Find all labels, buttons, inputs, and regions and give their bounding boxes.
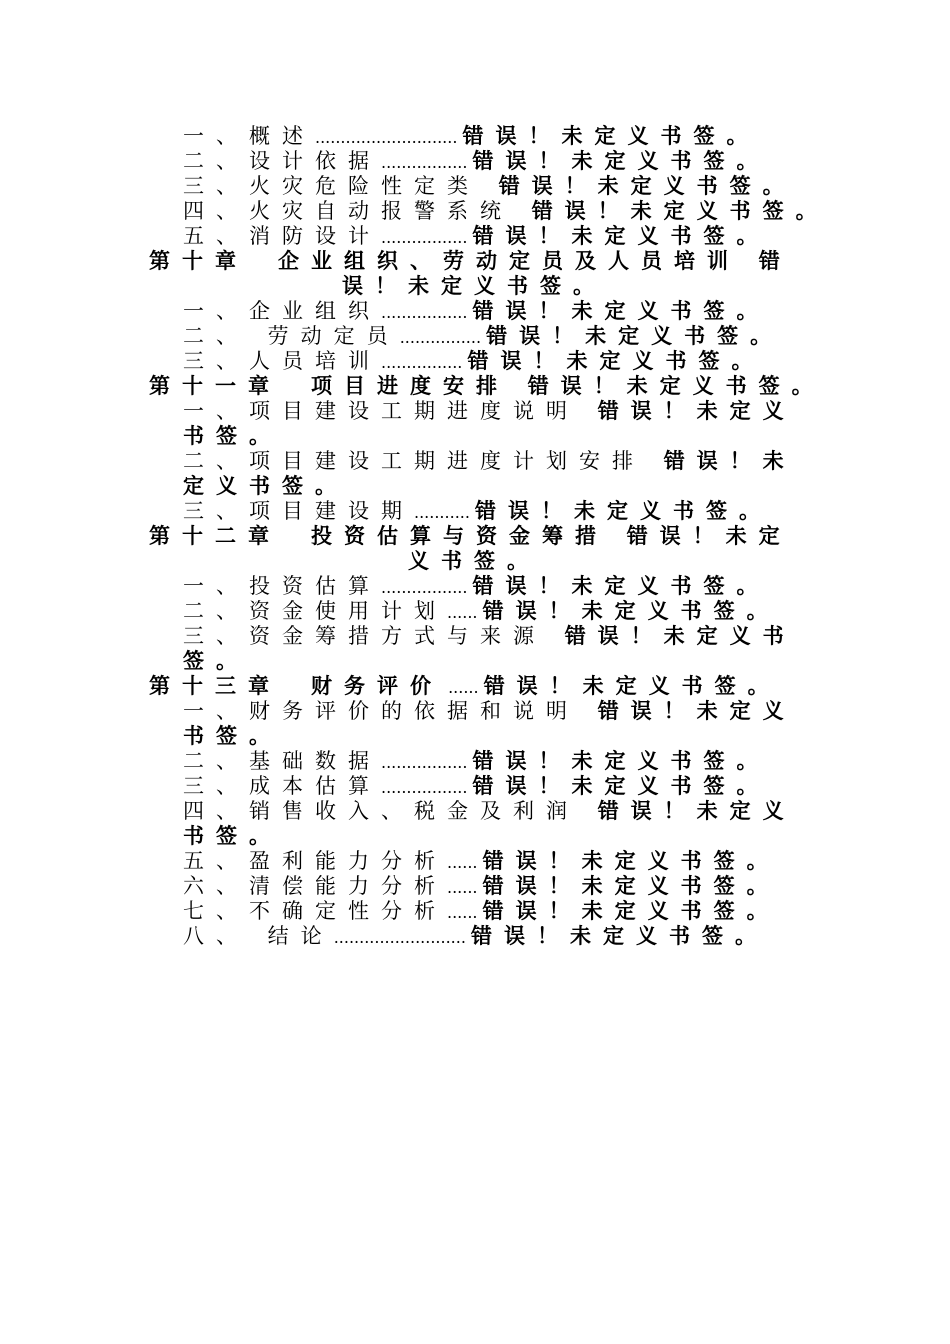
- toc-page-ref-continued: 签。: [183, 648, 249, 673]
- toc-entry-title: 七、不确定性分析: [183, 899, 447, 923]
- toc-chapter-line[interactable]: [149, 248, 792, 273]
- toc-entry-line[interactable]: [183, 773, 770, 798]
- toc-gap: [579, 699, 598, 723]
- toc-page-ref: 错: [758, 248, 792, 273]
- toc-chapter-number: 第十二章: [149, 523, 281, 548]
- toc-page-ref: 错误！未定义书签。: [472, 298, 770, 323]
- toc-leader-dots: ............................: [315, 128, 463, 147]
- toc-page-ref: 错误！未定义: [597, 398, 796, 423]
- toc-entry-line[interactable]: [183, 173, 796, 198]
- toc-leader-dots: ................: [399, 328, 487, 347]
- toc-page-ref-continued: 定义书签。: [183, 473, 348, 498]
- toc-entry-line[interactable]: [183, 423, 282, 448]
- toc-entry-title: 一、企业组织: [183, 299, 381, 323]
- toc-chapter-line[interactable]: [149, 373, 825, 398]
- toc-page-ref-continued: 书签。: [183, 423, 282, 448]
- toc-entry-line[interactable]: [183, 748, 770, 773]
- toc-page-ref: 错误！未定义书签。: [482, 848, 780, 873]
- toc-page-ref-continued: 义书签。: [408, 548, 540, 573]
- toc-page-ref: 错误！未定义书签。: [472, 773, 770, 798]
- toc-page-ref: 错误！未定义书签。: [531, 198, 829, 223]
- toc-entry-line[interactable]: [183, 223, 770, 248]
- toc-entry-title: 五、盈利能力分析: [183, 849, 447, 873]
- toc-entry-title: 二、资金使用计划: [183, 599, 447, 623]
- toc-page-ref: 错误！未定义书签。: [527, 373, 825, 398]
- toc-entry-line[interactable]: [183, 923, 768, 948]
- toc-entry-line[interactable]: [183, 573, 770, 598]
- toc-entry-title: 一、概述: [183, 124, 315, 148]
- toc-leader-dots: ......: [443, 678, 484, 697]
- toc-page-ref: 错误！未定义书签。: [472, 223, 770, 248]
- toc-chapter-number: 第十三章: [149, 673, 281, 698]
- toc-chapter-line[interactable]: [149, 673, 781, 698]
- toc-leader-dots: ..........................: [333, 928, 472, 947]
- toc-gap: [608, 524, 627, 548]
- toc-entry-line[interactable]: [408, 548, 540, 573]
- toc-leader-dots: .................: [381, 753, 473, 772]
- toc-entry-line[interactable]: [183, 898, 780, 923]
- toc-page-ref: 错误！未定义书签。: [462, 123, 760, 148]
- toc-entry-title: 三、资金筹措方式与来源: [183, 624, 546, 648]
- toc-leader-dots: .................: [381, 153, 473, 172]
- toc-leader-dots: ......: [447, 903, 483, 922]
- toc-entry-title: 五、消防设计: [183, 224, 381, 248]
- toc-entry-title: 三、项目建设期: [183, 499, 414, 523]
- toc-entry-line[interactable]: [183, 648, 249, 673]
- toc-gap: [509, 374, 528, 398]
- toc-entry-line[interactable]: [183, 848, 780, 873]
- toc-entry-line[interactable]: [183, 473, 348, 498]
- toc-chapter-title: 项目进度安排: [311, 373, 509, 398]
- toc-leader-dots: .................: [381, 303, 473, 322]
- toc-entry-title: 四、火灾自动报警系统: [183, 199, 513, 223]
- toc-entry-line[interactable]: [183, 323, 783, 348]
- toc-gap: [579, 399, 598, 423]
- toc-page-ref: 错误！未定义书签。: [482, 598, 780, 623]
- toc-leader-dots: .................: [381, 228, 473, 247]
- toc-page-ref: 错误！未定: [626, 523, 792, 548]
- toc-leader-dots: ......: [447, 878, 483, 897]
- toc-leader-dots: .................: [381, 578, 473, 597]
- toc-page-ref: 错误！未定义书签。: [482, 898, 780, 923]
- toc-page-ref: 错误！未定义书签。: [483, 673, 781, 698]
- toc-gap: [740, 249, 759, 273]
- toc-entry-title: 二、 劳动定员: [183, 324, 400, 348]
- toc-entry-line[interactable]: [183, 598, 780, 623]
- toc-entry-title: 一、投资估算: [183, 574, 381, 598]
- toc-entry-title: 二、项目建设工期进度计划安排: [183, 449, 645, 473]
- toc-entry-line[interactable]: [183, 198, 829, 223]
- toc-page-ref: 错误！未定义书签。: [472, 748, 770, 773]
- toc-page-ref: 错误！未定义书签。: [472, 573, 770, 598]
- toc-entry-title: 三、人员培训: [183, 349, 381, 373]
- toc-entry-title: 一、财务评价的依据和说明: [183, 699, 579, 723]
- toc-entry-line[interactable]: [183, 298, 770, 323]
- toc-entry-line[interactable]: [183, 623, 796, 648]
- toc-gap: [480, 174, 499, 198]
- toc-entry-title: 三、成本估算: [183, 774, 381, 798]
- toc-page-ref: 错误！未定义书签。: [498, 173, 796, 198]
- toc-page-ref: 错误！未定义书签。: [471, 923, 769, 948]
- toc-entry-title: 八、 结论: [183, 924, 334, 948]
- toc-entry-line[interactable]: [342, 273, 606, 298]
- toc-entry-title: 四、销售收入、税金及利润: [183, 799, 579, 823]
- toc-entry-line[interactable]: [183, 698, 796, 723]
- toc-page-ref: 错误！未定义书签。: [475, 498, 773, 523]
- toc-chapter-title: 投资估算与资金筹措: [311, 523, 608, 548]
- toc-chapter-number: 第十一章: [149, 373, 281, 398]
- toc-page-ref: 错误！未: [663, 448, 796, 473]
- toc-chapter-number: 第十章: [149, 248, 248, 273]
- toc-entry-line[interactable]: [183, 798, 796, 823]
- toc-entry-title: 二、设计依据: [183, 149, 381, 173]
- toc-page-ref-continued: 误！未定义书签。: [342, 273, 606, 298]
- toc-leader-dots: ...........: [414, 503, 476, 522]
- toc-chapter-line[interactable]: [149, 523, 792, 548]
- toc-leader-dots: ................: [381, 353, 468, 372]
- toc-entry-line[interactable]: [183, 123, 760, 148]
- toc-page-ref: 错误！未定义: [597, 798, 796, 823]
- toc-chapter-title: 企业组织、劳动定员及人员培训: [278, 248, 740, 273]
- toc-entry-line[interactable]: [183, 498, 772, 523]
- toc-entry-line[interactable]: [183, 398, 796, 423]
- toc-chapter-title: 财务评价: [311, 673, 443, 698]
- toc-page-ref: 错误！未定义书: [564, 623, 796, 648]
- toc-entry-line[interactable]: [183, 348, 764, 373]
- toc-page-ref: 错误！未定义书签。: [486, 323, 784, 348]
- toc-leader-dots: .................: [381, 778, 473, 797]
- toc-entry-line[interactable]: [183, 873, 780, 898]
- toc-entry-line[interactable]: [183, 823, 282, 848]
- toc-entry-line[interactable]: [183, 148, 770, 173]
- toc-gap: [645, 449, 664, 473]
- toc-page-ref: 错误！未定义: [597, 698, 796, 723]
- toc-entry-line[interactable]: [183, 723, 282, 748]
- toc-gap: [579, 799, 598, 823]
- toc-entry-title: 六、清偿能力分析: [183, 874, 447, 898]
- toc-gap: [546, 624, 565, 648]
- toc-page-ref-continued: 书签。: [183, 823, 282, 848]
- toc-page-ref: 错误！未定义书签。: [472, 148, 770, 173]
- toc-gap: [513, 199, 532, 223]
- toc-entry-title: 三、火灾危险性定类: [183, 174, 480, 198]
- toc-page-ref: 错误！未定义书签。: [482, 873, 780, 898]
- toc-page-ref: 错误！未定义书签。: [467, 348, 765, 373]
- toc-page-ref-continued: 书签。: [183, 723, 282, 748]
- toc-entry-title: 二、基础数据: [183, 749, 381, 773]
- toc-leader-dots: ......: [447, 603, 483, 622]
- toc-leader-dots: ......: [447, 853, 483, 872]
- toc-entry-title: 一、项目建设工期进度说明: [183, 399, 579, 423]
- toc-entry-line[interactable]: [183, 448, 796, 473]
